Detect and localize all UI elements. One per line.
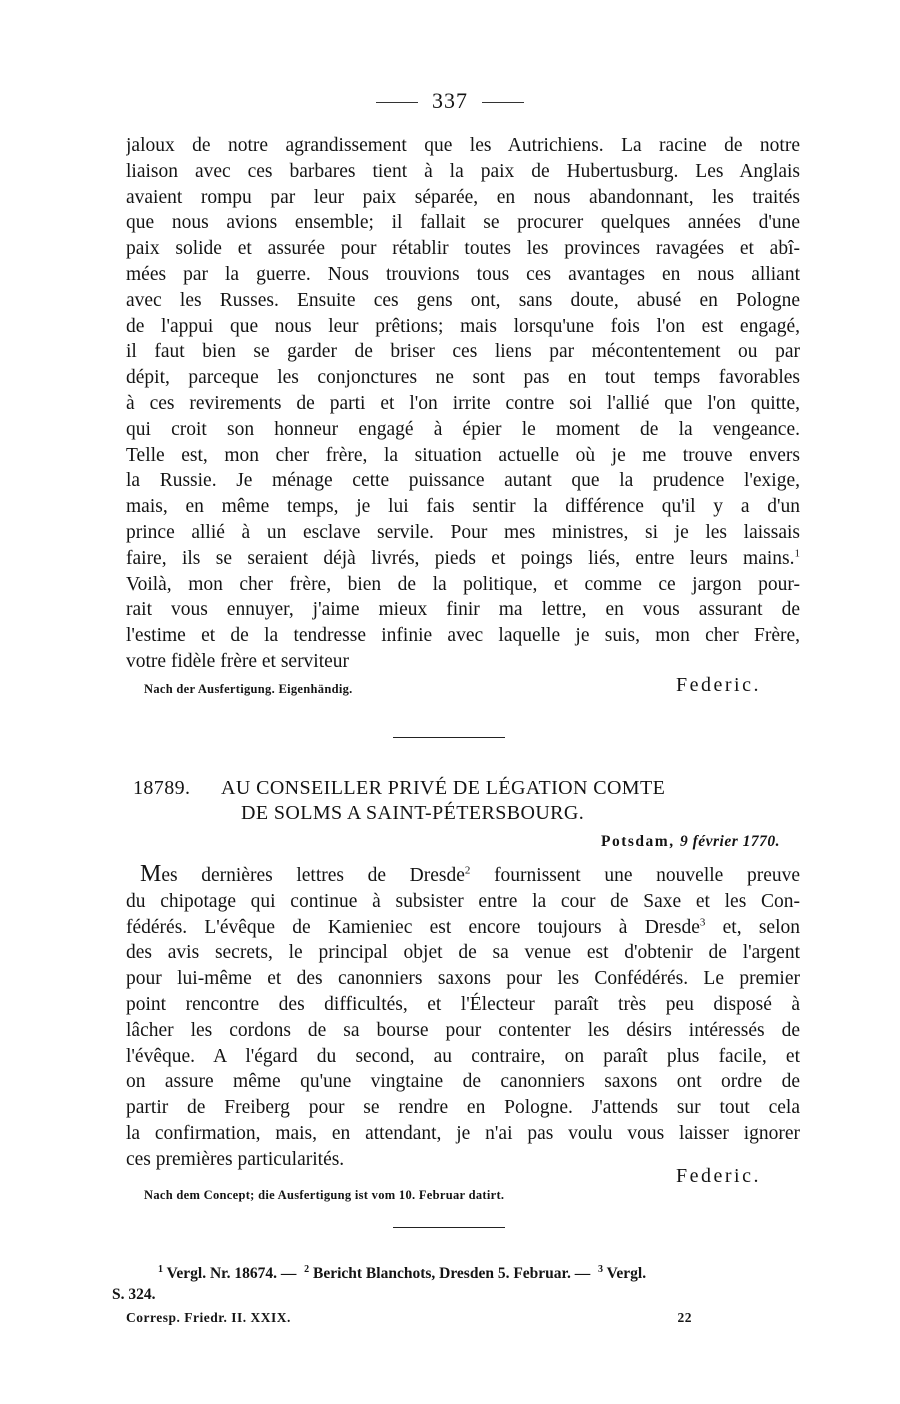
letter1-line: avec les Russes. Ensuite ces gens ont, sans doute, abusé en Pologne <box>126 289 800 311</box>
heading-line-2: DE SOLMS A SAINT-PÉTERSBOURG. <box>241 802 585 824</box>
letter1-line: paix solide et assurée pour rétablir toutes les provinces ravagées et abî- <box>126 238 800 260</box>
letter1-line-text: faire, ils se seraient déjà livrés, pieds et poings liés, entre leurs mains. <box>126 547 795 569</box>
letter2-heading <box>133 776 783 826</box>
footnote-marker: 2 <box>464 864 471 877</box>
letter1-line: l'estime et de la tendresse infinie avec laquelle je suis, mon cher Frère, <box>126 625 800 647</box>
footnote-3-marker: 3 <box>598 1263 604 1275</box>
footnote-divider <box>393 1227 505 1228</box>
letter1-line: il faut bien se garder de briser ces liens par mécontentement ou par <box>126 341 800 363</box>
letter2-first-line <box>126 862 800 889</box>
letter1-body <box>126 133 800 675</box>
letter1-line: à ces revirements de parti et l'on irrite contre soi l'allié que l'on quitte, <box>126 392 800 414</box>
footnote-1: Vergl. Nr. 18674. — <box>166 1265 297 1282</box>
footnote-marker: 1 <box>794 547 800 560</box>
letter2-line: lâcher les cordons de sa bourse pour contenter les désirs intéressés de <box>126 1019 800 1041</box>
letter2-line: ces premières particularités. <box>126 1148 345 1170</box>
letter2-line: partir de Freiberg pour se rendre en Pologne. J'attends sur tout cela <box>126 1097 800 1119</box>
letter2-line: on assure même qu'une vingtaine de canonniers saxons ont ordre de <box>126 1071 800 1093</box>
letter1-line-with-footnote <box>126 546 800 572</box>
page-number: 337 <box>432 88 468 113</box>
letter1-line: Voilà, mon cher frère, bien de la politique, et comme ce jargon pour- <box>126 573 800 595</box>
letter2-line: point rencontre des difficultés, et l'Électeur paraît très peu disposé à <box>126 993 800 1015</box>
first-line-text: es dernières lettres de Dresde <box>161 865 465 886</box>
letter1-line: que nous avions ensemble; il fallait se procurer quelques années d'une <box>126 212 800 234</box>
letter1-closing-line: votre fidèle frère et serviteur <box>126 650 350 672</box>
letter2-line: des avis secrets, le principal objet de sa venue est d'obtenir de l'argent <box>126 942 800 964</box>
letter2-line-tail: et, selon <box>722 916 800 938</box>
signature-mark: 22 <box>677 1310 692 1325</box>
letter2-line: pour lui-même et des canonniers saxons pour les Confédérés. Le premier <box>126 968 800 990</box>
heading-line-1: AU CONSEILLER PRIVÉ DE LÉGATION COMTE <box>221 777 666 799</box>
footnote-2-marker: 2 <box>304 1263 310 1275</box>
footnote-2: Bericht Blanchots, Dresden 5. Februar. — <box>312 1265 591 1282</box>
running-head <box>0 88 900 114</box>
letter2-body <box>126 862 800 1173</box>
running-head-dash-left <box>376 102 418 103</box>
letter1-line: rait vous ennuyer, j'aime mieux finir ma lettre, en vous assurant de <box>126 599 800 621</box>
letter1-source-note: Nach der Ausfertigung. Eigenhändig. <box>144 682 353 696</box>
letter2-line: l'évêque. A l'égard du second, au contraire, on paraît plus facile, et <box>126 1045 800 1067</box>
letter1-line: jaloux de notre agrandissement que les Autrichiens. La racine de notre <box>126 135 800 156</box>
footnotes-line-2: S. 324. <box>112 1286 156 1303</box>
letter2-signature: Federic. <box>676 1165 761 1187</box>
letter2-line-text: fédérés. L'évêque de Kamieniec est encore toujours à Dresde <box>126 916 700 938</box>
page-footer <box>126 1310 692 1326</box>
letter1-line: mais, en même temps, je lui fais sentir la différence qu'il y a d'un <box>126 496 800 518</box>
letter-number: 18789. <box>133 777 191 799</box>
running-head-dash-right <box>482 102 524 103</box>
letter2-line-with-footnote <box>126 915 800 941</box>
footnotes-line-1 <box>112 1263 804 1284</box>
letter1-line: qui croit son honneur engagé à épier le moment de la vengeance. <box>126 418 800 440</box>
letter1-signature: Federic. <box>676 674 761 696</box>
dateline-place: Potsdam, <box>601 833 675 850</box>
footnote-1-marker: 1 <box>158 1263 163 1275</box>
letter1-line: la Russie. Je ménage cette puissance autant que la prudence l'exige, <box>126 470 800 492</box>
letter1-line: liaison avec ces barbares tient à la paix de Hubertusburg. Les Anglais <box>126 160 800 182</box>
footnotes <box>112 1263 804 1305</box>
footnote-marker: 3 <box>699 916 706 929</box>
initial-letter: M <box>140 862 162 887</box>
letter1-line: de l'appui que nous leur prêtions; mais lorsqu'une fois l'on est engagé, <box>126 315 800 337</box>
letter1-line: avaient rompu par leur paix séparée, en nous abandonnant, les traités <box>126 186 800 208</box>
dateline <box>601 833 780 851</box>
letter1-line: dépit, parceque les conjonctures ne sont pas en tout temps favorables <box>126 367 800 389</box>
letter1-line: mées par la guerre. Nous trouvions tous ces avantages en nous alliant <box>126 263 800 285</box>
collection-title: Corresp. Friedr. II. XXIX. <box>126 1310 291 1325</box>
footnote-3: Vergl. <box>606 1265 647 1282</box>
letter1-line: prince allié à un esclave servile. Pour mes ministres, si je les laissais <box>126 521 800 543</box>
letter1-line: Telle est, mon cher frère, la situation actuelle où je me trouve envers <box>126 444 800 466</box>
letter2-line: la confirmation, mais, en attendant, je n'ai pas voulu vous laisser ignorer <box>126 1122 800 1144</box>
first-line-tail: fournissent une nouvelle preuve <box>494 865 800 886</box>
letter2-source-note: Nach dem Concept; die Ausfertigung ist vom 10. Februar datirt. <box>144 1188 505 1202</box>
dateline-date: 9 février 1770. <box>679 833 780 850</box>
section-divider <box>393 737 505 738</box>
letter2-line: du chipotage qui continue à subsister entre la cour de Saxe et les Con- <box>126 890 800 912</box>
